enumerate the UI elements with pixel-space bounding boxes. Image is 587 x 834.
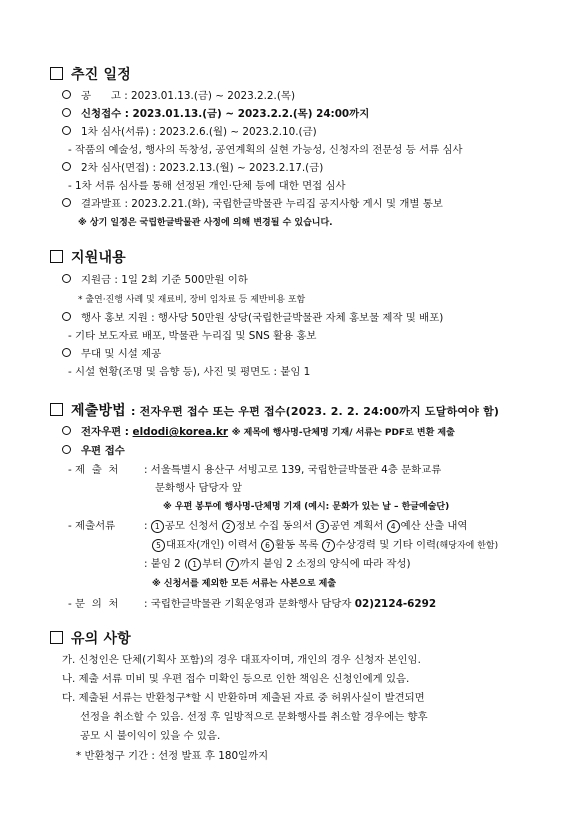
submission-contact-label: - 문 의 처	[68, 598, 119, 610]
schedule-row-announce: 공 고 : 2023.01.13.(금) ~ 2023.2.2.(목)	[62, 88, 295, 104]
checkbox-square-icon	[50, 631, 63, 644]
support-venue: 무대 및 시설 제공	[62, 346, 161, 362]
schedule-row-second-review: 2차 심사(면접) : 2023.2.13.(월) ~ 2023.2.17.(금)	[62, 160, 323, 176]
schedule-row-application: 신청접수 : 2023.01.13.(금) ~ 2023.2.2.(목) 24:00까지	[62, 106, 369, 122]
circled-number: 7	[322, 539, 335, 552]
submission-email-row: 전자우편 : eldodi@korea.kr ※ 제목에 행사명-단체명 기재/ 서류는 PDF로 변환 제출	[62, 424, 455, 441]
section-title-support: 지원내용	[50, 247, 126, 267]
notice-item-da-cont2: 공모 시 불이익이 있을 수 있음.	[80, 730, 221, 742]
circled-number: 4	[387, 520, 400, 533]
notice-item-na: 나. 제출 서류 미비 및 우편 접수 미확인 등으로 인한 책임은 신청인에게 있음.	[62, 673, 410, 685]
contact-phone: 02)2124-6292	[354, 598, 437, 610]
circled-number: 1	[151, 520, 164, 533]
circle-bullet-icon	[62, 198, 71, 207]
checkbox-square-icon	[50, 403, 63, 416]
circle-bullet-icon	[62, 312, 71, 321]
submission-docs-attach: : 붙임 2 ( 1 부터 7 까지 붙임 2 소정의 양식에 따라 작성)	[144, 558, 411, 570]
support-grant: 지원금 : 1일 2회 기준 500만원 이하	[62, 272, 248, 288]
notice-footnote: * 반환청구 기간 : 선정 발표 후 180일까지	[76, 750, 269, 762]
circled-number: 7	[226, 558, 239, 571]
circle-bullet-icon	[62, 108, 71, 117]
section-title-submission: 제출방법 : 전자우편 접수 또는 우편 접수(2023. 2. 2. 24:00까지 도달하여야 함)	[50, 400, 499, 420]
section-title-notice: 유의 사항	[50, 628, 131, 648]
checkbox-square-icon	[50, 67, 63, 80]
submission-docs-note: ※ 신청서를 제외한 모든 서류는 사본으로 제출	[152, 579, 337, 589]
circle-bullet-icon	[62, 348, 71, 357]
section-title-schedule: 추진 일정	[50, 64, 131, 84]
submission-docs-line1: : 1 공모 신청서 2 정보 수집 동의서 3 공연 계획서 4 예산 산출 내역	[144, 520, 468, 532]
circle-bullet-icon	[62, 162, 71, 171]
circled-number: 6	[261, 539, 274, 552]
schedule-first-review-detail: - 작품의 예술성, 행사의 독창성, 공연계획의 실현 가능성, 신청자의 전문성 등 서류 심사	[68, 144, 463, 156]
support-promotion-detail: - 기타 보도자료 배포, 박물관 누리집 및 SNS 활용 홍보	[68, 330, 317, 342]
schedule-note: ※ 상기 일정은 국립한글박물관 사정에 의해 변경될 수 있습니다.	[78, 218, 333, 228]
circle-bullet-icon	[62, 274, 71, 283]
submission-post-row: 우편 접수	[62, 443, 125, 459]
checkbox-square-icon	[50, 250, 63, 263]
email-link[interactable]: eldodi@korea.kr	[132, 426, 229, 438]
support-venue-detail: - 시설 현황(조명 및 음향 등), 사진 및 평면도 : 붙임 1	[68, 366, 311, 378]
circled-number: 5	[152, 539, 165, 552]
submission-address-note: ※ 우편 봉투에 행사명-단체명 기재 (예시: 문화가 있는 날 – 한글예술단)	[163, 502, 450, 512]
circled-number: 2	[222, 520, 235, 533]
submission-contact: : 국립한글박물관 기획운영과 문화행사 담당자 02)2124-6292	[144, 598, 437, 610]
submission-address-line2: 문화행사 담당자 앞	[155, 482, 242, 494]
support-promotion: 행사 홍보 지원 : 행사당 50만원 상당(국립한글박물관 자체 홍보물 제작 및 배포)	[62, 310, 443, 326]
circled-number: 3	[316, 520, 329, 533]
circled-number: 1	[188, 558, 201, 571]
schedule-row-result: 결과발표 : 2023.2.21.(화), 국립한글박물관 누리집 공지사항 게시 및 개별 통보	[62, 196, 443, 212]
notice-item-da: 다. 제출된 서류는 반환청구*할 시 반환하며 제출된 자료 중 허위사실이 발견되면	[62, 692, 425, 704]
circle-bullet-icon	[62, 426, 71, 435]
support-grant-note: * 출연·진행 사례 및 재료비, 장비 임차료 등 제반비용 포함	[78, 295, 306, 305]
submission-address-line1: : 서울특별시 용산구 서빙고로 139, 국립한글박물관 4층 문화교류	[144, 464, 442, 476]
submission-address-label: - 제 출 처	[68, 464, 119, 476]
circle-bullet-icon	[62, 126, 71, 135]
submission-docs-line2: 5 대표자(개인) 이력서 6 활동 목록 7 수상경력 및 기타 이력(해당자에 한함)	[152, 537, 498, 554]
notice-item-ga: 가. 신청인은 단체(기획사 포함)의 경우 대표자이며, 개인의 경우 신청자 본인임.	[62, 654, 421, 666]
schedule-second-review-detail: - 1차 서류 심사를 통해 선정된 개인·단체 등에 대한 면접 심사	[68, 180, 346, 192]
schedule-row-first-review: 1차 심사(서류) : 2023.2.6.(월) ~ 2023.2.10.(금)	[62, 124, 317, 140]
circle-bullet-icon	[62, 90, 71, 99]
submission-docs-label: - 제출서류	[68, 520, 116, 532]
email-note: ※ 제목에 행사명-단체명 기재/ 서류는 PDF로 변환 제출	[231, 428, 455, 438]
notice-item-da-cont1: 선정을 취소할 수 있음. 선정 후 일방적으로 문화행사를 취소할 경우에는 향후	[80, 711, 428, 723]
submission-subtitle: : 전자우편 접수 또는 우편 접수(2023. 2. 2. 24:00까지 도달하여야 함)	[130, 405, 500, 418]
circle-bullet-icon	[62, 445, 71, 454]
